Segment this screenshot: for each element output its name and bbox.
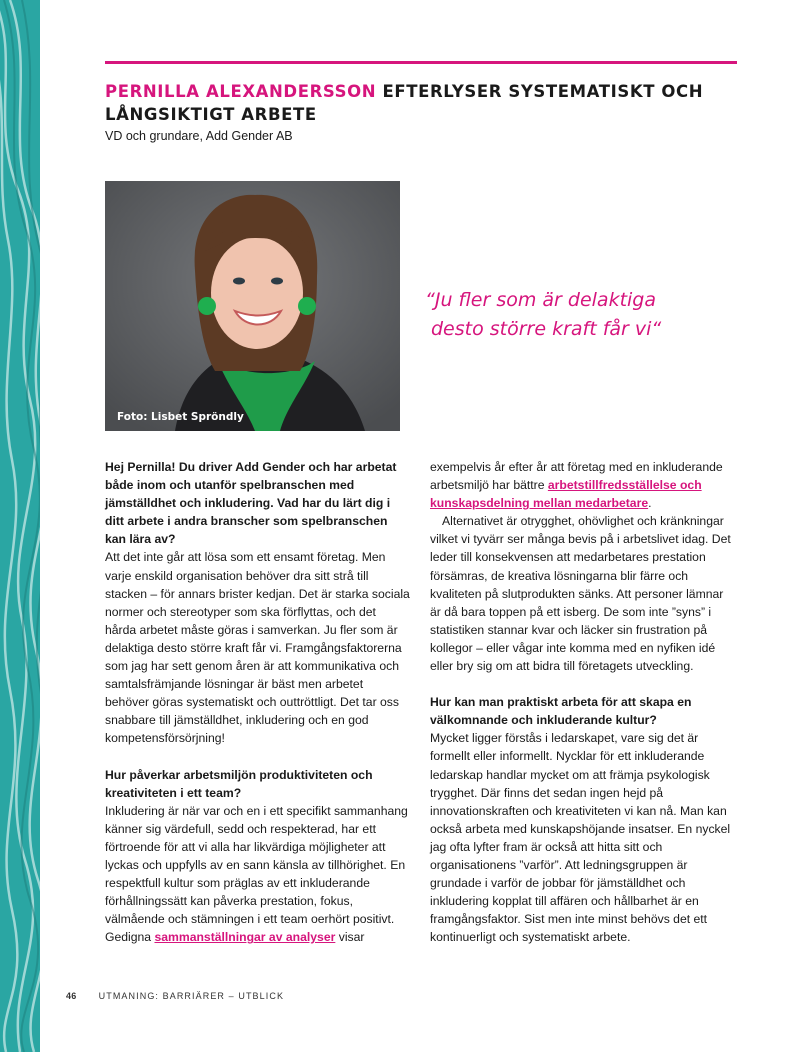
question-3: Hur kan man praktiskt arbeta för att skapa en välkomnande och inkluderande kultur? xyxy=(430,695,692,728)
headline-rest: EFTERLYSER SYSTEMATISKT OCH LÅNGSIKTIGT ARBETE xyxy=(105,82,704,124)
analyses-link[interactable]: sammanställningar av analyser xyxy=(154,930,336,945)
article-headline xyxy=(105,80,705,126)
section-label: UTMANING: BARRIÄRER – UTBLICK xyxy=(98,991,285,1001)
decorative-sidebar xyxy=(0,0,40,1052)
article-subtitle: VD och grundare, Add Gender AB xyxy=(105,129,293,143)
paragraph-1-end: . xyxy=(648,496,652,511)
top-accent-rule xyxy=(105,61,737,64)
portrait-illustration xyxy=(105,181,400,431)
answer-2 xyxy=(105,802,410,947)
headline-name: PERNILLA ALEXANDERSSON xyxy=(105,82,377,101)
left-text-column xyxy=(105,458,410,946)
wave-pattern xyxy=(0,0,40,1052)
paragraph-1 xyxy=(430,458,735,512)
paragraph-2: Alternativet är otrygghet, ohövlighet och kränkningar vilket vi tyvärr ser många bevis på i arbetslivet idag. Det leder till konsekvensen att medarbetares prestation försämras, de kreativa lösningarna blir färre och kvaliteten på slutprodukten sänks. Att personer lämnar är då bara toppen på ett isberg. De som inte ”syns” i statistiken stannar kvar och läcker sin frustration på kollegor – eller vågar inte komma med en nyfiken idé eller bry sig om att bidra till företagets utveckling. xyxy=(430,514,731,674)
question-1: Hej Pernilla! Du driver Add Gender och har arbetat både inom och utanför spelbranschen med jämställdhet och inkludering. Vad har du lärt dig i ditt arbete i andra branscher som spelbranschen kan lära av? xyxy=(105,460,397,547)
pull-quote-line-1: “Ju fler som är delaktiga xyxy=(425,289,657,311)
page-footer xyxy=(66,991,284,1001)
right-text-column xyxy=(430,458,735,946)
pull-quote-line-2: desto större kraft får vi“ xyxy=(431,318,662,340)
page-number: 46 xyxy=(66,991,77,1001)
answer-2-text: Inkludering är när var och en i ett specifikt sammanhang känner sig värdefull, sedd och respekterad, har ett förtroende för att vi alla har likvärdiga möjligheter att lyckas och uppfylls av en sann känsla av tillhörighet. En respektfull kultur som präglas av ett inkluderande förhållningssätt kan påverka prestation, fokus, välmående och stämningen i ett team oerhört positivt. Gedigna xyxy=(105,803,408,945)
answer-2-end: visar xyxy=(338,930,365,945)
paragraph-1-text: exempelvis år efter år att företag med en inkluderande arbetsmiljö har bättre xyxy=(430,460,723,493)
question-2: Hur påverkar arbetsmiljön produktiviteten och kreativiteten i ett team? xyxy=(105,767,373,800)
photo-credit: Foto: Lisbet Spröndly xyxy=(117,411,244,423)
job-satisfaction-link[interactable]: arbetstillfredsställelse och kunskapsdelning mellan medarbetare xyxy=(430,478,702,511)
answer-3: Mycket ligger förstås i ledarskapet, vare sig det är formellt eller informellt. Nycklar för ett inkluderande ledarskap handlar mycket om att främja psykologisk trygghet. Där finns det sedan ingen hejd på innovationskraften och kreativiteten vi kan nå. Man kan också arbeta med kunskapshöjande insatser. En nyckel jag ofta lyfter fram är också att hitta sitt och organisationens ”varför”. Att ledningsgruppen är grundade i varför de jobbar för jämställdhet och inkludering kopplat till affären och hållbarhet är en framgångsfaktor. Sist men inte minst behövs det ett kontinuerligt och systematiskt arbete. xyxy=(430,731,731,945)
portrait-photo xyxy=(105,181,400,431)
pull-quote xyxy=(425,286,745,344)
answer-1: Att det inte går att lösa som ett ensamt företag. Men varje enskild organisation behöver dra sitt strå till stacken – för annars brister kedjan. Det är starka sociala normer och stereotyper som ska förflyttas, och det hårda arbetet måste göras i samverkan. Ju fler som är delaktiga desto större kraft får vi. Framgångsfaktorerna som jag har sett genom åren är att kommunikativa och samtalsfrämjande lösningar är bäst men arbetet behöver göras systematiskt och outtröttligt. Det tar oss snabbare till jämställdhet, inkludering och en god kompetensförsörjning! xyxy=(105,550,410,746)
